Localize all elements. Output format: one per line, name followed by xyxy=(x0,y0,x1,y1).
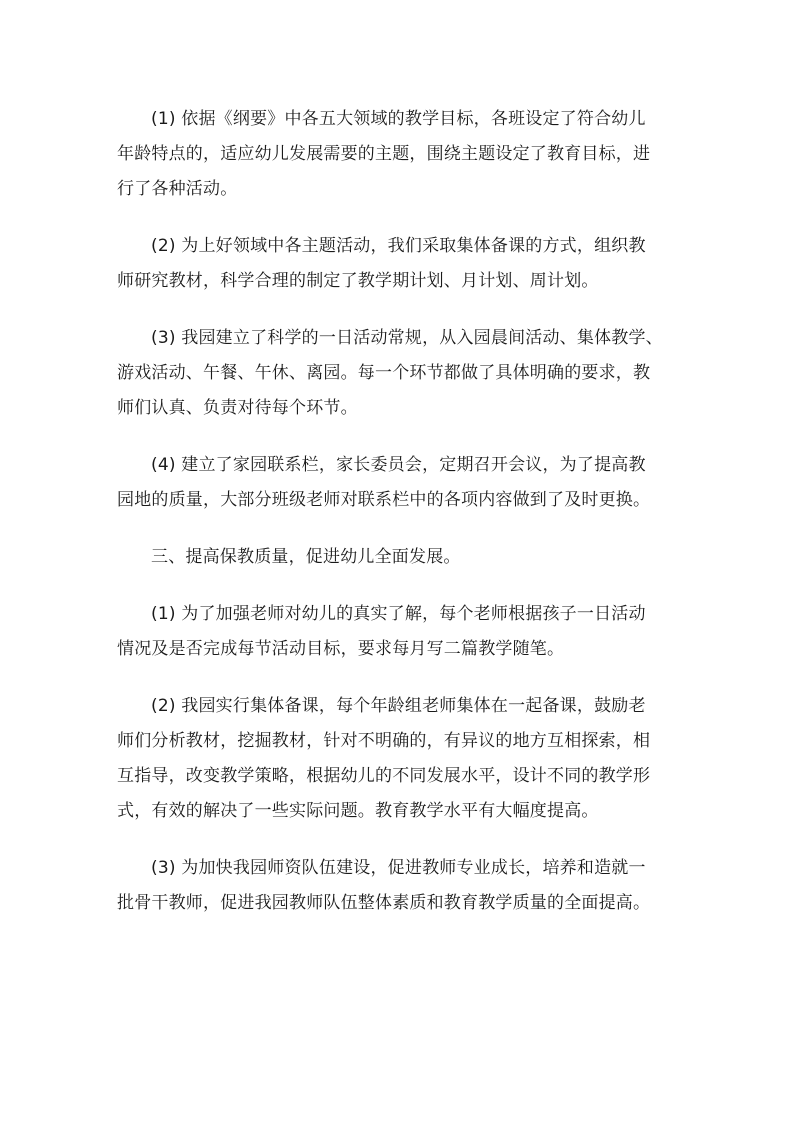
paragraph-line: 园地的质量，大部分班级老师对联系栏中的各项内容做到了及时更换。 xyxy=(117,490,651,510)
paragraph-1 xyxy=(117,102,677,207)
paragraph-line: 情况及是否完成每节活动目标，要求每月写二篇教学随笔。 xyxy=(117,639,565,659)
paragraph-line: 行了各种活动。 xyxy=(117,179,238,199)
paragraph-line: (3) 我园建立了科学的一日活动常规，从入园晨间活动、集体教学、 xyxy=(151,328,663,348)
paragraph-6 xyxy=(117,597,677,667)
paragraph-7 xyxy=(117,689,677,829)
paragraph-line: (2) 为上好领域中各主题活动，我们采取集体备课的方式，组织教 xyxy=(151,236,646,256)
paragraph-line: (4) 建立了家园联系栏，家长委员会，定期召开会议，为了提高教 xyxy=(151,455,646,475)
paragraph-line: 师们分析教材，挖掘教材，针对不明确的，有异议的地方互相探索，相 xyxy=(117,731,651,751)
paragraph-3 xyxy=(117,321,677,426)
paragraph-line: 年龄特点的，适应幼儿发展需要的主题，围绕主题设定了教育目标，进 xyxy=(117,144,651,164)
paragraph-line: 师们认真、负责对待每个环节。 xyxy=(117,398,358,418)
section-heading-text: 三、提高保教质量，促进幼儿全面发展。 xyxy=(151,547,461,567)
section-heading xyxy=(117,540,677,575)
paragraph-line: (1) 依据《纲要》中各五大领域的教学目标，各班设定了符合幼儿 xyxy=(151,109,646,129)
paragraph-line: 式，有效的解决了一些实际问题。教育教学水平有大幅度提高。 xyxy=(117,801,599,821)
paragraph-line: (1) 为了加强老师对幼儿的真实了解，每个老师根据孩子一日活动 xyxy=(151,604,646,624)
paragraph-4 xyxy=(117,448,677,518)
paragraph-line: 游戏活动、午餐、午休、离园。每一个环节都做了具体明确的要求，教 xyxy=(117,363,651,383)
paragraph-2 xyxy=(117,229,677,299)
document-page xyxy=(117,102,677,943)
paragraph-line: (2) 我园实行集体备课，每个年龄组老师集体在一起备课，鼓励老 xyxy=(151,696,646,716)
paragraph-line: 批骨干教师，促进我园教师队伍整体素质和教育教学质量的全面提高。 xyxy=(117,893,651,913)
paragraph-8 xyxy=(117,851,677,921)
paragraph-line: 师研究教材，科学合理的制定了教学期计划、月计划、周计划。 xyxy=(117,271,599,291)
paragraph-line: (3) 为加快我园师资队伍建设，促进教师专业成长，培养和造就一 xyxy=(151,858,646,878)
paragraph-line: 互指导，改变教学策略，根据幼儿的不同发展水平，设计不同的教学形 xyxy=(117,766,651,786)
